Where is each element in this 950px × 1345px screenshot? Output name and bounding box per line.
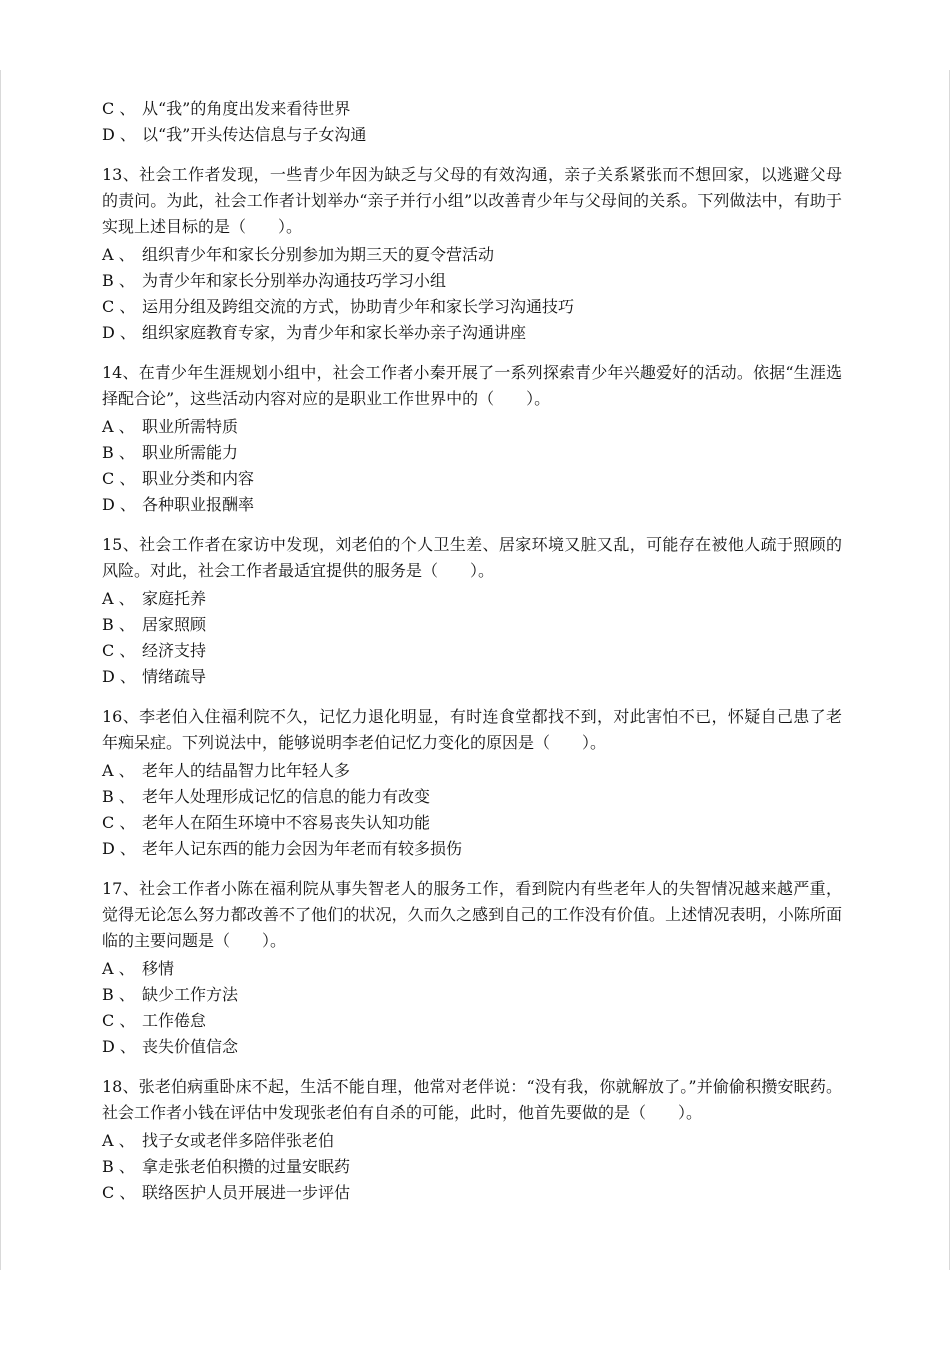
option-c (102, 294, 842, 320)
option-a (102, 414, 842, 440)
option-d (102, 1034, 842, 1060)
question-options (102, 242, 842, 346)
option-text: 缺少工作方法 (142, 985, 239, 1004)
question-13 (102, 162, 842, 346)
option-c (102, 1180, 842, 1206)
option-text: 职业分类和内容 (142, 469, 255, 488)
option-text: 情绪疏导 (142, 667, 207, 686)
option-b (102, 440, 842, 466)
option-text: 家庭托养 (142, 589, 207, 608)
option-text: 居家照顾 (142, 615, 207, 634)
option-b (102, 784, 842, 810)
option-a (102, 1128, 842, 1154)
option-letter: C 、 (102, 469, 136, 488)
option-letter: B 、 (102, 615, 135, 634)
option-letter: D 、 (102, 1037, 136, 1056)
option-text: 老年人处理形成记忆的信息的能力有改变 (142, 787, 431, 806)
question-options (102, 1128, 842, 1206)
option-letter: B 、 (102, 787, 135, 806)
question-14 (102, 360, 842, 518)
option-c (102, 1008, 842, 1034)
option-letter: C 、 (102, 99, 136, 118)
option-letter: A 、 (102, 761, 135, 780)
option-text: 联络医护人员开展进一步评估 (142, 1183, 351, 1202)
option-a (102, 586, 842, 612)
question-options (102, 956, 842, 1060)
option-letter: C 、 (102, 641, 136, 660)
question-options (102, 414, 842, 518)
option-text: 老年人记东西的能力会因为年老而有较多损伤 (142, 839, 463, 858)
question-stem: 17、社会工作者小陈在福利院从事失智老人的服务工作，看到院内有些老年人的失智情况越来越严重，觉得无论怎么努力都改善不了他们的状况，久而久之感到自己的工作没有价值。上述情况表明，小陈所面临的主要问题是（ ）。 (102, 879, 842, 950)
option-d (102, 320, 842, 346)
option-c (102, 810, 842, 836)
option-text: 移情 (142, 959, 175, 978)
option-b (102, 982, 842, 1008)
option-text: 从“我”的角度出发来看待世界 (142, 99, 351, 118)
option-d (102, 492, 842, 518)
question-options (102, 758, 842, 862)
option-text: 运用分组及跨组交流的方式，协助青少年和家长学习沟通技巧 (142, 297, 575, 316)
question-stem: 16、李老伯入住福利院不久，记忆力退化明显，有时连食堂都找不到，对此害怕不已，怀疑自己患了老年痴呆症。下列说法中，能够说明李老伯记忆力变化的原因是（ ）。 (102, 707, 842, 752)
question-16 (102, 704, 842, 862)
question-options (102, 586, 842, 690)
option-text: 为青少年和家长分别举办沟通技巧学习小组 (142, 271, 447, 290)
option-text: 丧失价值信念 (142, 1037, 239, 1056)
option-letter: D 、 (102, 495, 136, 514)
carryover-options (102, 96, 842, 148)
option-c (102, 638, 842, 664)
option-letter: C 、 (102, 297, 136, 316)
option-text: 职业所需能力 (142, 443, 239, 462)
option-letter: D 、 (102, 323, 136, 342)
option-d (102, 664, 842, 690)
option-text: 经济支持 (142, 641, 207, 660)
option-d (102, 836, 842, 862)
option-c (102, 96, 842, 122)
option-letter: D 、 (102, 667, 136, 686)
option-letter: B 、 (102, 443, 135, 462)
option-letter: A 、 (102, 1131, 135, 1150)
option-text: 组织家庭教育专家，为青少年和家长举办亲子沟通讲座 (142, 323, 527, 342)
option-letter: D 、 (102, 839, 136, 858)
option-text: 组织青少年和家长分别参加为期三天的夏令营活动 (142, 245, 495, 264)
option-b (102, 268, 842, 294)
option-letter: B 、 (102, 985, 135, 1004)
option-letter: A 、 (102, 417, 135, 436)
option-text: 拿走张老伯积攒的过量安眠药 (142, 1157, 351, 1176)
option-a (102, 758, 842, 784)
question-15 (102, 532, 842, 690)
option-text: 各种职业报酬率 (142, 495, 255, 514)
option-text: 老年人的结晶智力比年轻人多 (142, 761, 351, 780)
question-17 (102, 876, 842, 1060)
option-letter: D 、 (102, 125, 136, 144)
option-b (102, 1154, 842, 1180)
question-18 (102, 1074, 842, 1206)
question-stem: 15、社会工作者在家访中发现，刘老伯的个人卫生差、居家环境又脏又乱，可能存在被他人疏于照顾的风险。对此，社会工作者最适宜提供的服务是（ ）。 (102, 535, 842, 580)
option-letter: C 、 (102, 813, 136, 832)
option-c (102, 466, 842, 492)
option-text: 职业所需特质 (142, 417, 239, 436)
question-stem: 13、社会工作者发现，一些青少年因为缺乏与父母的有效沟通，亲子关系紧张而不想回家，以逃避父母的责问。为此，社会工作者计划举办“亲子并行小组”以改善青少年与父母间的关系。下列做法中，有助于实现上述目标的是（ ）。 (102, 165, 842, 236)
document-page (102, 96, 842, 1206)
option-a (102, 242, 842, 268)
option-d (102, 122, 842, 148)
option-letter: A 、 (102, 589, 135, 608)
option-letter: B 、 (102, 1157, 135, 1176)
option-letter: B 、 (102, 271, 135, 290)
option-letter: C 、 (102, 1011, 136, 1030)
question-stem: 18、张老伯病重卧床不起，生活不能自理，他常对老伴说：“没有我，你就解放了。”并偷偷积攒安眠药。社会工作者小钱在评估中发现张老伯有自杀的可能，此时，他首先要做的是（ ）。 (102, 1077, 842, 1122)
option-text: 老年人在陌生环境中不容易丧失认知功能 (142, 813, 431, 832)
option-b (102, 612, 842, 638)
option-text: 找子女或老伴多陪伴张老伯 (142, 1131, 335, 1150)
option-a (102, 956, 842, 982)
question-stem: 14、在青少年生涯规划小组中，社会工作者小秦开展了一系列探索青少年兴趣爱好的活动。依据“生涯选择配合论”，这些活动内容对应的是职业工作世界中的（ ）。 (102, 363, 842, 408)
page-left-edge (0, 70, 1, 1270)
option-letter: A 、 (102, 959, 135, 978)
option-letter: A 、 (102, 245, 135, 264)
option-text: 工作倦怠 (142, 1011, 207, 1030)
option-letter: C 、 (102, 1183, 136, 1202)
option-text: 以“我”开头传达信息与子女沟通 (142, 125, 367, 144)
